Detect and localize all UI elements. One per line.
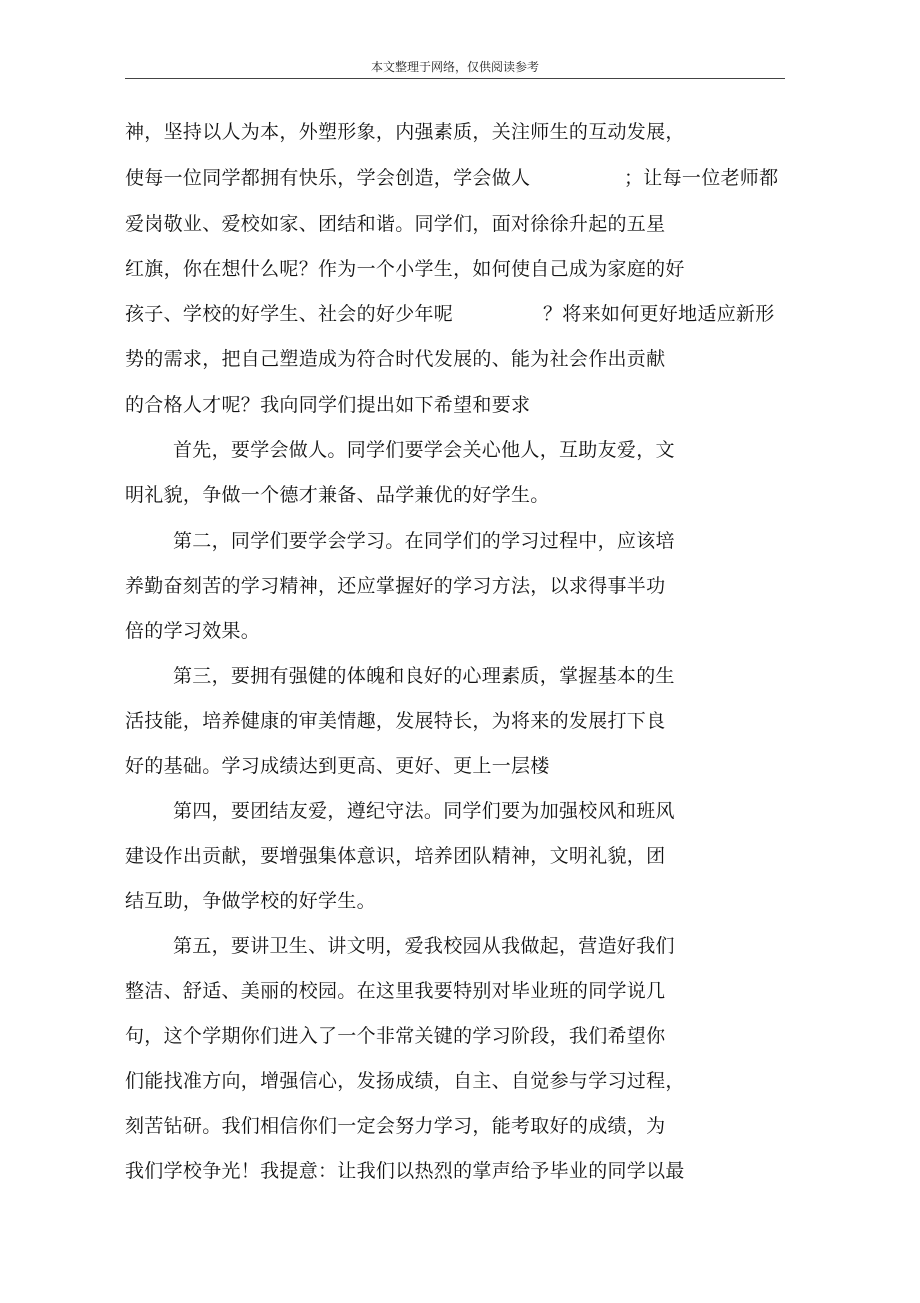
body-line-segment: ？将来如何更好地适应新形 — [543, 303, 775, 325]
body-line: 爱岗敬业、爱校如家、团结和谐。同学们，面对徐徐升起的五星 — [125, 213, 666, 235]
paragraph-first-line: 第三，要拥有强健的体魄和良好的心理素质，掌握基本的生 — [173, 665, 675, 687]
body-line: 神，坚持以人为本，外塑形象，内强素质，关注师生的互动发展， — [125, 121, 685, 143]
body-line: 的合格人才呢？我向同学们提出如下希望和要求 — [125, 394, 531, 416]
body-line: 结互助，争做学校的好学生。 — [125, 890, 376, 912]
body-line: 句，这个学期你们进入了一个非常关键的学习阶段，我们希望你 — [125, 1025, 666, 1047]
paragraph-first-line: 第五，要讲卫生、讲文明，爱我校园从我做起，营造好我们 — [173, 935, 675, 957]
body-line-segment: ；让每一位老师都 — [624, 167, 779, 189]
body-line: 刻苦钻研。我们相信你们一定会努力学习，能考取好的成绩，为 — [125, 1115, 666, 1137]
body-line: 活技能，培养健康的审美情趣，发展特长，为将来的发展打下良 — [125, 710, 666, 732]
body-line: 好的基础。学习成绩达到更高、更好、更上一层楼 — [125, 755, 550, 777]
body-line: 养勤奋刻苦的学习精神，还应掌握好的学习方法，以求得事半功 — [125, 575, 666, 597]
body-line: 我们学校争光！我提意：让我们以热烈的掌声给予毕业的同学以最 — [125, 1160, 685, 1182]
body-line: 孩子、学校的好学生、社会的好少年呢 — [125, 303, 454, 325]
body-line: 们能找准方向，增强信心，发扬成绩，自主、自觉参与学习过程， — [125, 1070, 685, 1092]
header-divider — [125, 78, 785, 79]
body-line: 势的需求，把自己塑造成为符合时代发展的、能为社会作出贡献 — [125, 348, 666, 370]
body-line: 倍的学习效果。 — [125, 620, 261, 642]
body-line: 使每一位同学都拥有快乐，学会创造，学会做人 — [125, 167, 531, 189]
paragraph-first-line: 第二，同学们要学会学习。在同学们的学习过程中，应该培 — [173, 530, 675, 552]
page-header-note: 本文整理于网络，仅供阅读参考 — [370, 60, 539, 74]
body-line: 明礼貌，争做一个德才兼备、品学兼优的好学生。 — [125, 484, 550, 506]
body-line: 红旗，你在想什么呢？作为一个小学生，如何使自己成为家庭的好 — [125, 258, 685, 280]
paragraph-first-line: 首先，要学会做人。同学们要学会关心他人，互助友爱，文 — [173, 439, 675, 461]
paragraph-first-line: 第四，要团结友爱，遵纪守法。同学们要为加强校风和班风 — [173, 800, 675, 822]
body-line: 建设作出贡献，要增强集体意识，培养团队精神，文明礼貌，团 — [125, 845, 666, 867]
body-line: 整洁、舒适、美丽的校园。在这里我要特别对毕业班的同学说几 — [125, 980, 666, 1002]
